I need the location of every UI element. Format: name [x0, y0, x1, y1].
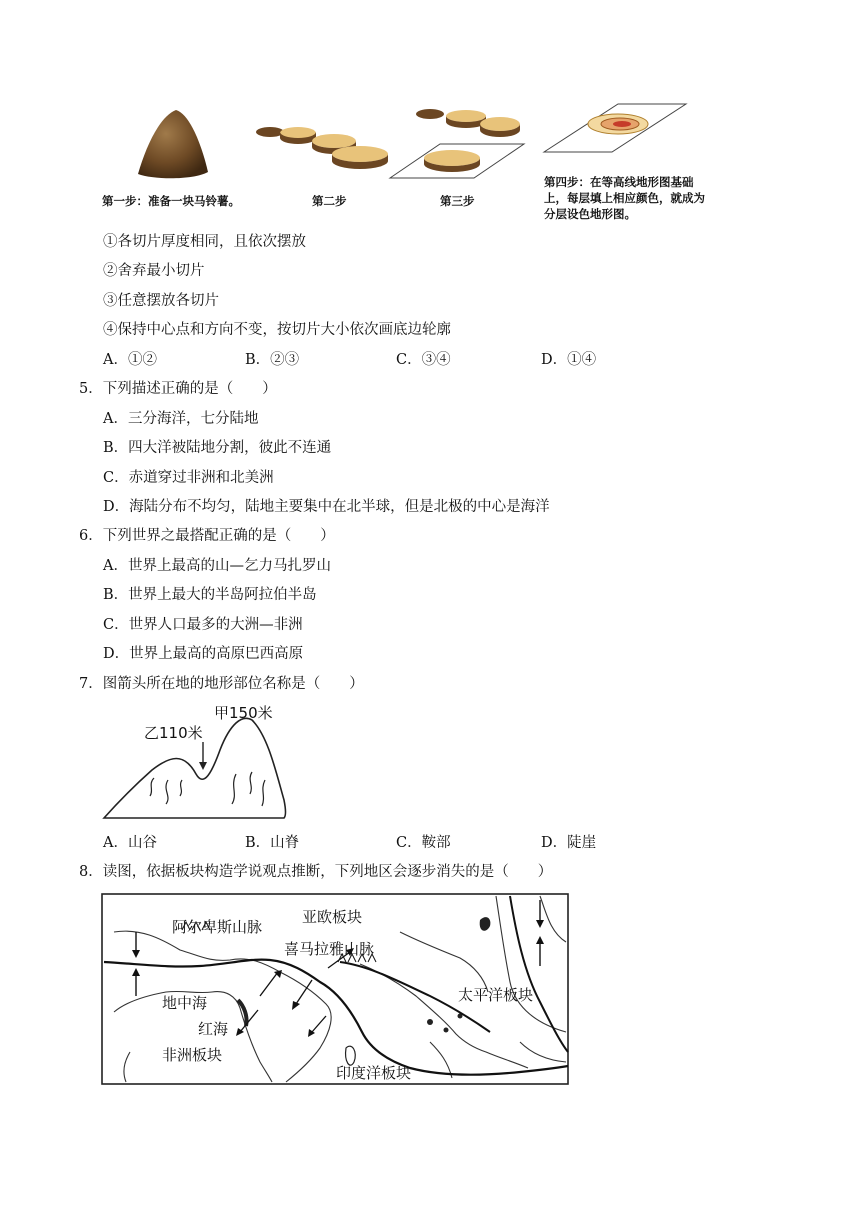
step4-caption: 第四步：在等高线地形图基础上，每层填上相应颜色，就成为分层设色地形图。	[544, 175, 705, 221]
q4-statement-1: ①各切片厚度相同，且依次摆放	[103, 234, 306, 250]
q6-option-d[interactable]: D．世界上最高的高原巴西高原	[103, 646, 304, 662]
q6-option-c[interactable]: C．世界人口最多的大洲—非洲	[103, 617, 303, 633]
step3-caption: 第三步	[440, 194, 475, 208]
label-africa-plate: 非洲板块	[162, 1046, 223, 1064]
label-himalaya: 喜马拉雅山脉	[284, 940, 375, 958]
label-red-sea: 红海	[198, 1020, 229, 1038]
q5-option-a[interactable]: A．三分海洋，七分陆地	[103, 411, 259, 427]
plate-tectonics-map	[100, 892, 570, 1086]
q5-option-c[interactable]: C．赤道穿过非洲和北美洲	[103, 470, 274, 486]
q5-stem: 5．下列描述正确的是（ ）	[79, 381, 277, 397]
q5-option-d[interactable]: D．海陆分布不均匀，陆地主要集中在北半球，但是北极的中心是海洋	[103, 499, 550, 515]
q4-statement-4: ④保持中心点和方向不变，按切片大小依次画底边轮廓	[103, 322, 451, 338]
q7-option-b[interactable]: B．山脊	[245, 835, 300, 851]
q7-option-a[interactable]: A．山谷	[103, 835, 157, 851]
plate-map	[100, 892, 570, 1086]
q6-stem: 6．下列世界之最搭配正确的是（ ）	[79, 528, 335, 544]
step2-caption: 第二步	[312, 194, 347, 208]
q7-stem: 7．图箭头所在地的地形部位名称是（ ）	[79, 676, 364, 692]
q6-option-b[interactable]: B．世界上最大的半岛阿拉伯半岛	[103, 587, 317, 603]
q4-option-d[interactable]: D．①④	[541, 352, 597, 368]
step1-caption: 第一步：准备一块马铃薯。	[102, 194, 240, 208]
q7-option-d[interactable]: D．陡崖	[541, 835, 597, 851]
label-pacific-plate: 太平洋板块	[458, 986, 534, 1004]
q4-option-b[interactable]: B．②③	[245, 352, 300, 368]
label-indian-ocean-plate: 印度洋板块	[336, 1064, 412, 1082]
label-yi: 乙110米	[144, 724, 203, 742]
label-jia: 甲150米	[214, 704, 273, 722]
label-alps: 阿尔卑斯山脉	[172, 918, 263, 936]
q4-option-c[interactable]: C．③④	[396, 352, 451, 368]
q6-option-a[interactable]: A．世界上最高的山—乞力马扎罗山	[103, 558, 331, 574]
label-eurasia-plate: 亚欧板块	[302, 908, 363, 926]
potato-steps-figure	[98, 96, 718, 230]
q8-stem: 8．读图，依据板块构造学说观点推断，下列地区会逐步消失的是（ ）	[79, 864, 553, 880]
q4-statement-3: ③任意摆放各切片	[103, 293, 219, 309]
mountain-sketch	[100, 700, 290, 822]
q7-mountain-figure	[100, 700, 290, 822]
label-mediterranean: 地中海	[162, 994, 208, 1012]
q5-option-b[interactable]: B．四大洋被陆地分割，彼此不连通	[103, 440, 332, 456]
q7-option-c[interactable]: C．鞍部	[396, 835, 451, 851]
q4-option-a[interactable]: A．①②	[103, 352, 157, 368]
q4-statement-2: ②舍弃最小切片	[103, 263, 205, 279]
